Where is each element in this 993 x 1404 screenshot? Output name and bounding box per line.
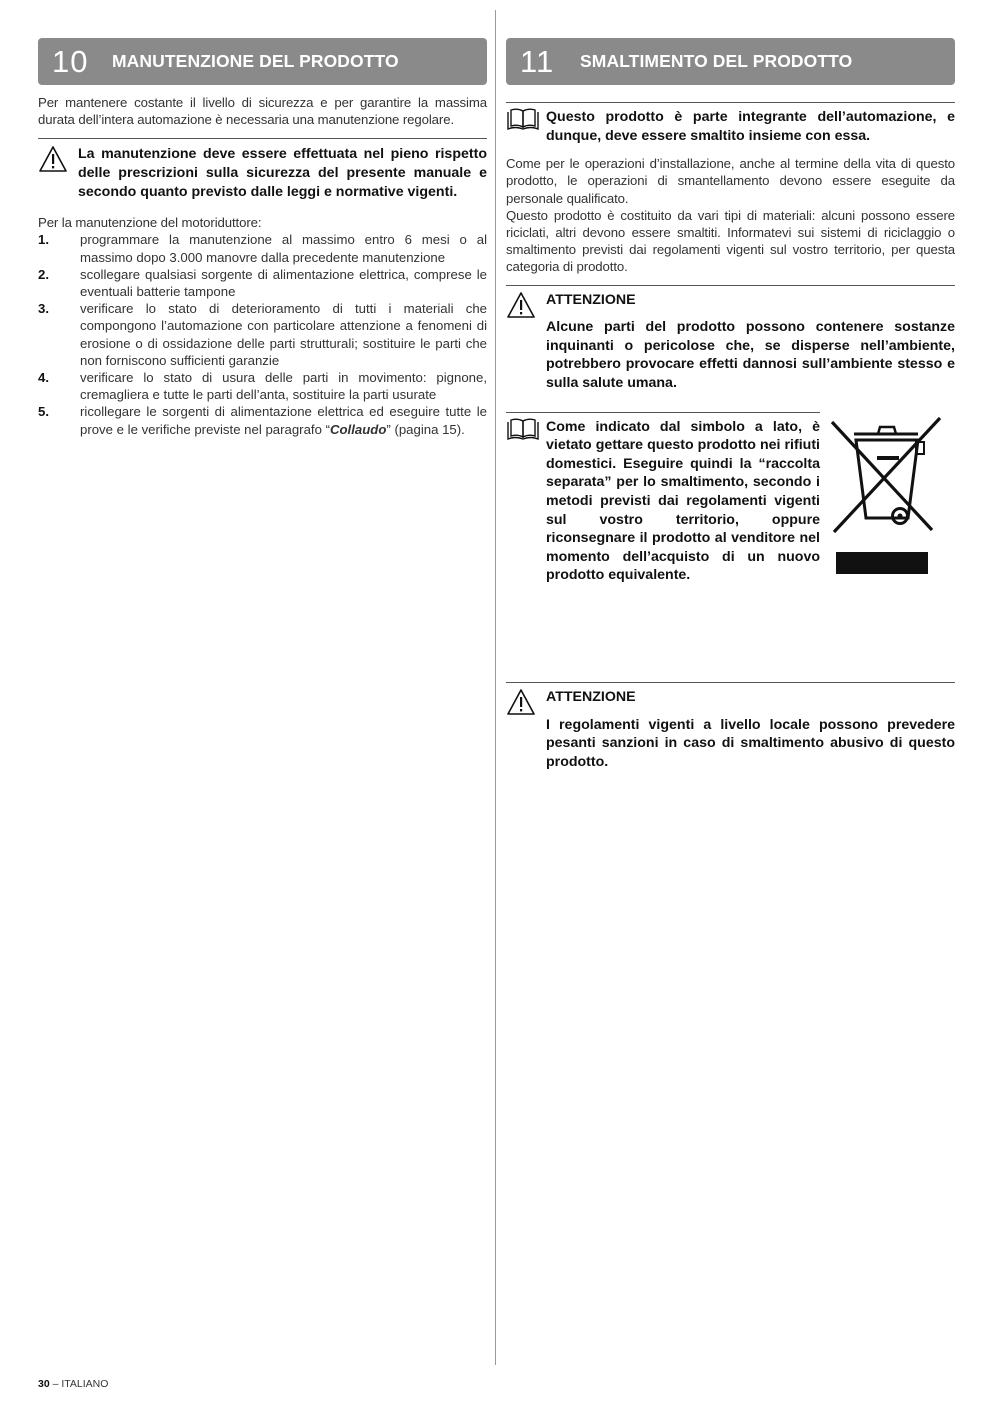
- warning-text: La manutenzione deve essere effettuata nel pieno rispetto delle prescrizioni sulla sicurezza del presente manuale e secondo quanto previsto dalle leggi e normative vigenti.: [78, 146, 487, 200]
- page-footer: [38, 1378, 108, 1390]
- warning-triangle-icon: [506, 688, 546, 771]
- rule: [506, 412, 820, 413]
- column-divider: [495, 10, 496, 1365]
- list-item: 3. verificare lo stato di deterioramento di tutti i materiali che compongono l’automazione con particolare attenzione a fenomeni di erosione o di ossidazione delle parti strutturali; sostituire le parti che non forniscono sufficienti garanzie: [38, 301, 487, 368]
- steps-list: [38, 231, 487, 437]
- weee-block: [506, 412, 955, 585]
- list-item: 5. ricollegare le sorgenti di alimentazione elettrica ed eseguire tutte le prove e le verifiche previste nel paragrafo “Collaudo” (pagina 15).: [38, 404, 487, 437]
- info-text: Questo prodotto è parte integrante dell’automazione, e dunque, deve essere smaltito insieme con essa.: [546, 109, 955, 144]
- info-note: [506, 418, 820, 585]
- warning-text: Alcune parti del prodotto possono contenere sostanze inquinanti o pericolose che, se disperse nell’ambiente, potrebbero provocare effetti dannosi sull’ambiente stesso e sulla salute umana.: [546, 319, 955, 391]
- book-icon: [506, 418, 546, 585]
- paragraph: Questo prodotto è costituito da vari tipi di materiali: alcuni possono essere riciclati, altri devono essere smaltiti. Informatevi sui sistemi di riciclaggio o smaltimento previsti dai regolamenti vigenti sul vostro territorio, per questa categoria di prodotto.: [506, 207, 955, 275]
- section-title: MANUTENZIONE DEL PRODOTTO: [112, 51, 399, 71]
- info-text: Come indicato dal simbolo a lato, è vietato gettare questo prodotto nei rifiuti domestici. Eseguire quindi la “raccolta separata” per lo smaltimento, secondo i metodi previsti dai regolamenti vigenti sul vostro territorio, oppure riconsegnare il prodotto al venditore nel momento dell’acquisto di un nuovo prodotto equivalente.: [546, 418, 820, 584]
- section-header: [506, 38, 955, 85]
- weee-crossed-bin-icon: [820, 412, 955, 585]
- page-language: – ITALIANO: [49, 1378, 109, 1390]
- section-number: 10: [52, 43, 89, 79]
- info-note: [506, 108, 955, 145]
- list-item: 4. verificare lo stato di usura delle parti in movimento: pignone, cremagliera e tutte le parti dell’anta, sostituire la parti usurate: [38, 370, 487, 403]
- steps-intro: Per la manutenzione del motoriduttore:: [38, 215, 262, 231]
- section-maintenance: [38, 38, 487, 438]
- list-item: 1. programmare la manutenzione al massimo entro 6 mesi o al massimo dopo 3.000 manovre dalla precedente manutenzione: [38, 232, 487, 265]
- warning-note: [506, 688, 955, 771]
- warning-note: [38, 145, 487, 201]
- section-header: [38, 38, 487, 85]
- warning-text: I regolamenti vigenti a livello locale possono prevedere pesanti sanzioni in caso di smaltimento abusivo di questo prodotto.: [546, 716, 955, 770]
- rule: [506, 285, 955, 286]
- section-disposal: [506, 38, 955, 771]
- warning-title: ATTENZIONE: [546, 688, 636, 705]
- rule: [506, 102, 955, 103]
- page-number: 30: [38, 1378, 50, 1390]
- warning-note: [506, 291, 955, 393]
- paragraph: Come per le operazioni d’installazione, anche al termine della vita di questo prodotto, le operazioni di smantellamento devono essere eseguite da personale qualificato.: [506, 156, 955, 206]
- collaudo-reference: Collaudo: [329, 421, 387, 437]
- rule: [506, 682, 955, 683]
- section-title: SMALTIMENTO DEL PRODOTTO: [580, 51, 853, 71]
- list-item: 2. scollegare qualsiasi sorgente di alimentazione elettrica, comprese le eventuali batterie tampone: [38, 266, 487, 299]
- warning-triangle-icon: [38, 145, 78, 201]
- book-icon: [506, 108, 546, 145]
- intro-paragraph: Per mantenere costante il livello di sicurezza e per garantire la massima durata dell’intera automazione è necessaria una manutenzione regolare.: [38, 95, 487, 128]
- section-number: 11: [520, 43, 555, 79]
- rule: [38, 138, 487, 139]
- warning-title: ATTENZIONE: [546, 291, 636, 308]
- warning-triangle-icon: [506, 291, 546, 393]
